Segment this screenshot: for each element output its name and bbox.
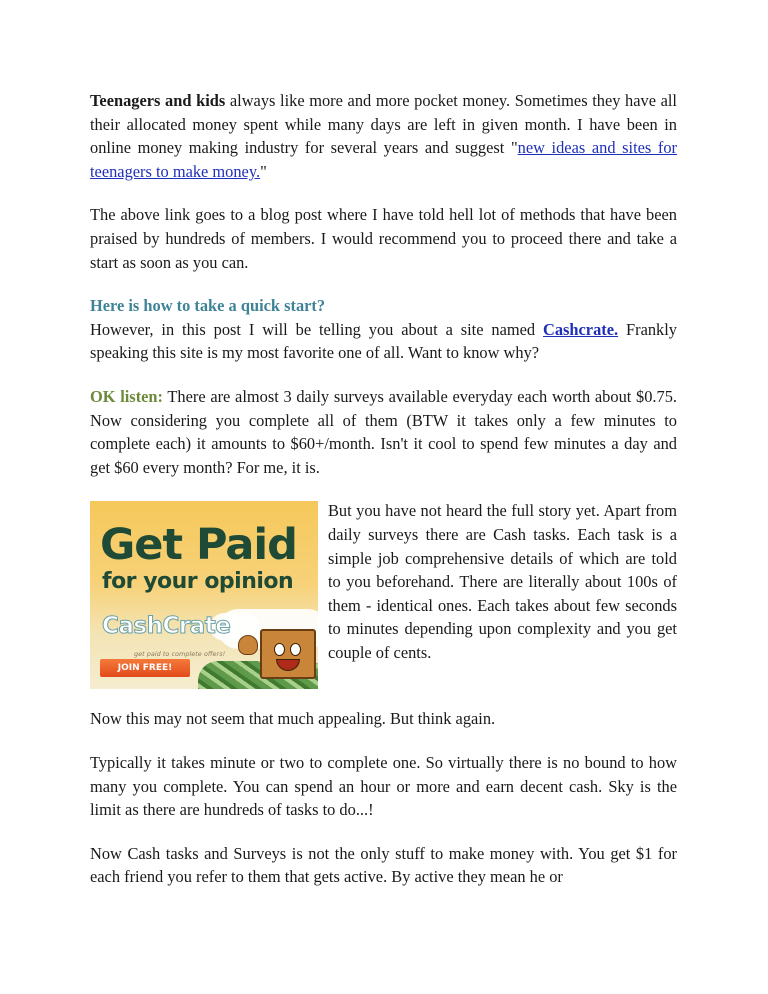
paragraph-no-bound [90, 751, 677, 822]
cashcrate-link[interactable]: Cashcrate. [543, 319, 619, 339]
cashcrate-ad-image [90, 501, 318, 689]
cash-tasks-text: But you have not heard the full story yet. Apart from daily surveys there are Cash tasks. Each task is a simple job comprehensive details of which are told to you beforehand. There are literally about 100s of them - identical ones. Each takes about few seconds to minutes depending upon complexity and you get couple of cents. [328, 501, 677, 662]
mascot-mouth-icon [276, 659, 300, 671]
document-page [90, 89, 677, 889]
no-bound-text: Typically it takes minute or two to complete one. So virtually there is no bound to how many you complete. You can spend an hour or more and earn decent cash. Sky is the limit as there are hundreds of tasks to do...! [90, 752, 677, 820]
paragraph-referral [90, 842, 677, 889]
teen-money-ideas-link[interactable]: new ideas and sites for teenagers to make money. [90, 138, 678, 181]
ad-with-text-block [90, 499, 677, 689]
waving-hand-icon [238, 635, 258, 655]
paragraph-blog-post [90, 203, 677, 274]
think-again-text: Now this may not seem that much appealing. But think again. [90, 709, 496, 729]
quick-start-text: However, in this post I will be telling you about a site named [90, 319, 543, 339]
ad-join-button: JOIN FREE! [100, 659, 190, 677]
ok-listen-text: There are almost 3 daily surveys available everyday each worth about $0.75. Now considering you complete all of them (BTW it takes only a few minutes to complete each) it amounts to $60+/month. Isn't it cool to spend few minutes a day and get $60 every month? For me, it is. [90, 386, 678, 477]
blog-post-text: The above link goes to a blog post where I have told hell lot of methods that have been praised by hundreds of members. I would recommend you to proceed there and take a start as soon as you can. [90, 205, 677, 272]
referral-text: Now Cash tasks and Surveys is not the only stuff to make money with. You get $1 for each friend you refer to them that gets active. By active they mean he or [90, 843, 677, 887]
ad-subtitle: for your opinion [102, 569, 294, 595]
crate-mascot-icon [260, 629, 316, 679]
mascot-eye-icon [274, 643, 285, 656]
paragraph-quick-start [90, 294, 677, 365]
mascot-eye-icon [290, 643, 301, 656]
paragraph-intro [90, 89, 677, 183]
ad-brand-logo: CashCrate [102, 613, 231, 640]
intro-bold-lead: Teenagers and kids [90, 91, 226, 110]
paragraph-ok-listen [90, 385, 677, 479]
ad-tagline: get paid to complete offers! [134, 650, 226, 659]
intro-text: always like more and more pocket money. Sometimes they have all their allocated money spent while many days are left in given month. I have been in online money making industry for several years and suggest " [90, 91, 677, 158]
ok-listen-lead: OK listen: [90, 386, 163, 406]
intro-closing-quote: " [260, 161, 267, 181]
ad-title: Get Paid [100, 520, 297, 571]
quick-start-heading: Here is how to take a quick start? [90, 296, 326, 316]
quick-start-text-after: Frankly speaking this site is my most favorite one of all. Want to know why? [90, 319, 677, 363]
paragraph-think-again [90, 707, 677, 731]
